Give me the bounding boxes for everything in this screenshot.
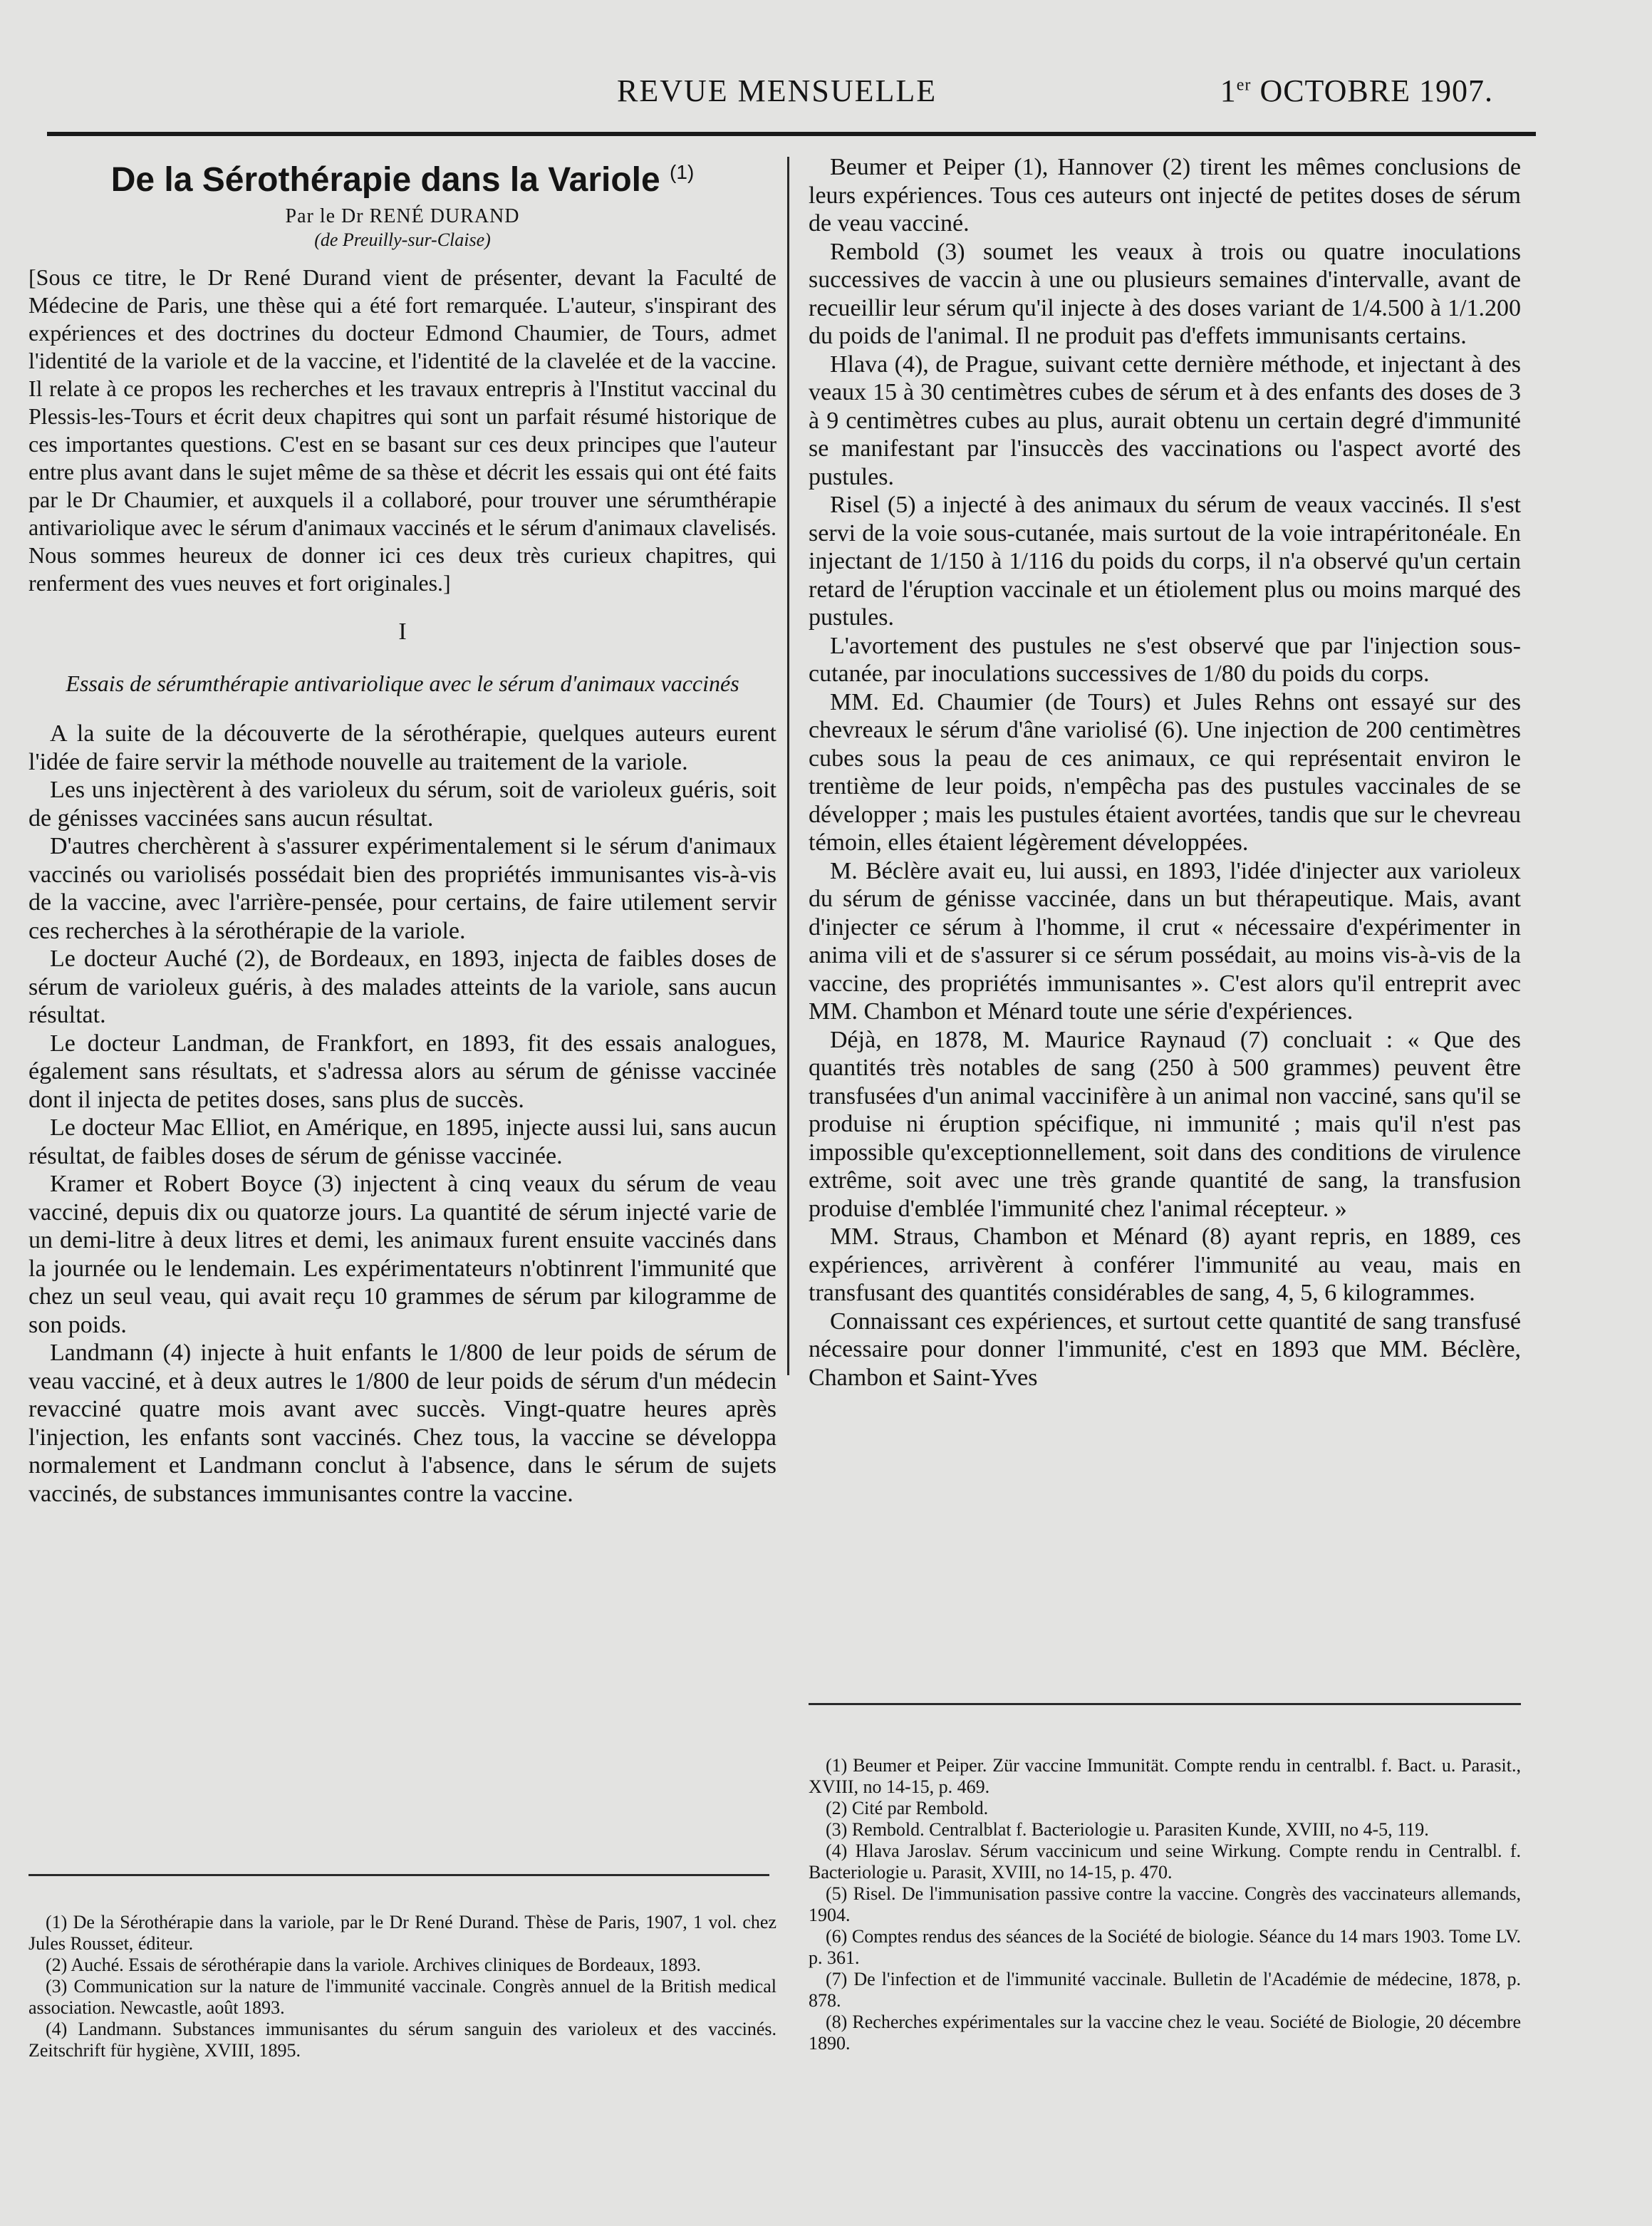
footnote-list-left	[28, 1912, 776, 2061]
body-paragraph: MM. Ed. Chaumier (de Tours) et Jules Rehns ont essayé sur des chevreaux le sérum d'âne variolisé (6). Une injection de 200 centimètres cubes sous la peau de ces animaux, ce qui représentait environ le trentième de leur poids, n'empêcha pas des pustules vaccinales de se développer ; mais les pustules étaient avortées, tandis que sur le chevreau témoin, elles étaient légèrement développées.	[809, 688, 1521, 856]
footnote: (4) Hlava Jaroslav. Sérum vaccinicum und seine Wirkung. Compte rendu in Centralbl. f. Bacteriologie u. Parasit, XVIII, no 14-15, p. 470.	[809, 1841, 1521, 1883]
page-header	[47, 68, 1536, 111]
body-paragraph: Les uns injectèrent à des varioleux du sérum, soit de varioleux guéris, soit de génisses vaccinées sans aucun résultat.	[28, 777, 776, 832]
article-origin: (de Preuilly-sur-Claise)	[314, 229, 491, 250]
body-paragraph: A la suite de la découverte de la sérothérapie, quelques auteurs eurent l'idée de faire servir la méthode nouvelle au traitement de la variole.	[28, 720, 776, 775]
body-paragraph: Le docteur Landman, de Frankfort, en 1893, fit des essais analogues, également sans résultats, et s'adressa alors au sérum de génisse vaccinée dont il injecta de petites doses, sans plus de succès.	[28, 1030, 776, 1113]
footnote: (3) Communication sur la nature de l'immunité vaccinale. Congrès annuel de la British medical association. Newcastle, août 1893.	[28, 1976, 776, 2018]
footnote: (8) Recherches expérimentales sur la vaccine chez le veau. Société de Biologie, 20 décembre 1890.	[809, 2012, 1521, 2054]
footnote: (4) Landmann. Substances immunisantes du sérum sanguin des varioleux et des vaccinés. Zeitschrift für hygiène, XVIII, 1895.	[28, 2019, 776, 2061]
footnote-rule	[28, 1874, 769, 1876]
article-byline: Par le Dr RENÉ DURAND	[285, 205, 520, 227]
body-paragraph: Le docteur Mac Elliot, en Amérique, en 1895, injecte aussi lui, sans aucun résultat, de faibles doses de sérum de génisse vaccinée.	[28, 1114, 776, 1169]
left-body	[28, 720, 776, 1508]
body-paragraph: Hlava (4), de Prague, suivant cette dernière méthode, et injectant à des veaux 15 à 30 centimètres cubes de sérum et à des enfants des doses de 3 à 9 centimètres cubes au plus, aurait obtenu un certain degré d'immunité se manifestant par l'insuccès des vaccinations ou l'aspect avorté des pustules.	[809, 351, 1521, 490]
body-paragraph: Kramer et Robert Boyce (3) injectent à cinq veaux du sérum de veau vacciné, depuis dix ou quatorze jours. La quantité de sérum injecté varie de un demi-litre à deux litres et demi, les animaux furent ensuite vaccinés dans la journée ou le lendemain. Les expérimentateurs n'obtinrent l'immunité que chez un seul veau, qui avait reçu 10 grammes de sérum par kilogramme de son poids.	[28, 1171, 776, 1338]
issue-date-month-year: OCTOBRE 1907.	[1251, 73, 1493, 108]
body-paragraph: M. Béclère avait eu, lui aussi, en 1893, l'idée d'injecter aux varioleux du sérum de génisse vaccinée, dans un but thérapeutique. Mais, avant d'injecter ce sérum à l'homme, il crut « nécessaire d'expérimenter in anima vili et de s'assurer si ce sérum possédait, au moins vis-à-vis de la vaccine, des propriétés immunisantes ». C'est alors qu'il entreprit avec MM. Chambon et Ménard toute une série d'expériences.	[809, 857, 1521, 1025]
body-paragraph: Beumer et Peiper (1), Hannover (2) tirent les mêmes conclusions de leurs expériences. Tous ces auteurs ont injecté de petites doses de sérum de veau vacciné.	[809, 154, 1521, 237]
body-paragraph: Le docteur Auché (2), de Bordeaux, en 1893, injecta de faibles doses de sérum de varioleux guéris, à des malades atteints de la variole, sans aucun résultat.	[28, 946, 776, 1028]
article-title-note: (1)	[670, 161, 695, 183]
issue-date-ordinal: er	[1236, 76, 1252, 95]
footnote: (7) De l'infection et de l'immunité vaccinale. Bulletin de l'Académie de médecine, 1878, p. 878.	[809, 1969, 1521, 2011]
body-paragraph: Risel (5) a injecté à des animaux du sérum de veaux vaccinés. Il s'est servi de la voie sous-cutanée, mais surtout de la voie intrapéritonéale. En injectant de 1/150 à 1/116 du poids du corps, il n'a observé qu'un certain retard de l'éruption vaccinale et un étiolement plus ou moins marqué des pustules.	[809, 492, 1521, 631]
footnote-list-right	[809, 1755, 1521, 2054]
body-paragraph: D'autres cherchèrent à s'assurer expérimentalement si le sérum d'animaux vaccinés ou variolisés possédait bien des propriétés immunisantes vis-à-vis de la vaccine, avec l'arrière-pensée, pour certains, de faire utilement servir ces recherches à la sérothérapie de la variole.	[28, 833, 776, 944]
header-rule	[47, 132, 1536, 136]
footnote: (1) Beumer et Peiper. Zür vaccine Immunität. Compte rendu in centralbl. f. Bact. u. Parasit., XVIII, no 14-15, p. 469.	[809, 1755, 1521, 1797]
footnote: (2) Cité par Rembold.	[826, 1798, 989, 1818]
footnote-rule	[809, 1703, 1521, 1705]
article-title	[28, 160, 776, 200]
body-paragraph: Connaissant ces expériences, et surtout cette quantité de sang transfusé nécessaire pour donner l'immunité, c'est en 1893 que MM. Béclère, Chambon et Saint-Yves	[809, 1308, 1521, 1391]
footnote: (5) Risel. De l'immunisation passive contre la vaccine. Congrès des vaccinateurs allemands, 1904.	[809, 1883, 1521, 1925]
issue-date-day: 1	[1220, 73, 1237, 108]
footnote: (2) Auché. Essais de sérothérapie dans la variole. Archives cliniques de Bordeaux, 1893.	[46, 1955, 701, 1975]
right-body	[809, 153, 1521, 1392]
body-paragraph: MM. Straus, Chambon et Ménard (8) ayant repris, en 1889, ces expériences, arrivèrent à conférer l'immunité au veau, mais en transfusant des quantités considérables de sang, 4, 5, 6 kilogrammes.	[809, 1223, 1521, 1306]
article-title-text: De la Sérothérapie dans la Variole	[110, 161, 660, 199]
footnote: (1) De la Sérothérapie dans la variole, par le Dr René Durand. Thèse de Paris, 1907, 1 vol. chez Jules Rousset, éditeur.	[28, 1912, 776, 1954]
body-paragraph: Déjà, en 1878, M. Maurice Raynaud (7) concluait : « Que des quantités très notables de sang (250 à 500 grammes) peuvent être transfusées d'un animal vaccinifère à un animal non vacciné, sans qu'il se produise ni éruption spécifique, ni immunité ; mais qu'il n'est pas impossible qu'exceptionnellement, soit dans des conditions de virulence extrême, soit avec une très grande quantité de sang, la transfusion produise d'emblée l'immunité chez l'animal récepteur. »	[809, 1026, 1521, 1222]
footnote: (6) Comptes rendus des séances de la Société de biologie. Séance du 14 mars 1903. Tome LV. p. 361.	[809, 1926, 1521, 1968]
footnotes-left	[28, 1874, 776, 2061]
column-divider	[787, 157, 789, 1375]
footnote: (3) Rembold. Centralblat f. Bacteriologie u. Parasiten Kunde, XVIII, no 4-5, 119.	[826, 1819, 1429, 1840]
body-paragraph: Rembold (3) soumet les veaux à trois ou quatre inoculations successives de vaccin à une ou plusieurs semaines d'intervalle, avant de recueillir leur sérum qu'il injecte à des doses variant de 1/4.500 à 1/1.200 du poids de l'animal. Il ne produit pas d'effets immunisants certains.	[809, 238, 1521, 349]
editorial-intro: [Sous ce titre, le Dr René Durand vient de présenter, devant la Faculté de Médecine de Paris, une thèse qui a été fort remarquée. L'auteur, s'inspirant des expériences et des doctrines du docteur Edmond Chaumier, de Tours, admet l'identité de la variole et de la vaccine, et l'identité de la clavelée et de la vaccine. Il relate à ce propos les recherches et les travaux entrepris à l'Institut vaccinal du Plessis-les-Tours et écrit deux chapitres qui sont un parfait résumé historique de ces importantes questions. C'est en se basant sur ces deux principes que l'auteur entre plus avant dans le sujet même de sa thèse et décrit les essais qui ont été faits par le Dr Chaumier, et auxquels il a collaboré, pour trouver une sérumthérapie antivariolique avec le sérum d'animaux vaccinés et le sérum d'animaux clavelisés. Nous sommes heureux de donner ici ces deux très curieux chapitres, qui renferment des vues neuves et fort originales.]	[28, 264, 776, 596]
footnotes-right	[809, 1703, 1521, 2054]
issue-date	[1220, 73, 1493, 109]
journal-title: REVUE MENSUELLE	[617, 73, 937, 108]
section-title: Essais de sérumthérapie antivariolique avec le sérum d'animaux vaccinés	[66, 671, 739, 696]
body-paragraph: L'avortement des pustules ne s'est observé que par l'injection sous-cutanée, par inoculations successives de 1/80 du poids du corps.	[809, 632, 1521, 687]
body-paragraph: Landmann (4) injecte à huit enfants le 1/800 de leur poids de sérum de veau vacciné, et à deux autres le 1/800 de leur poids de sérum d'un médecin revacciné quatre mois avant avec succès. Vingt-quatre heures après l'injection, les enfants sont vaccinés. Chez tous, la vaccine se développa normalement et Landmann conclut à l'absence, dans le sérum de sujets vaccinés, de substances immunisantes contre la vaccine.	[28, 1340, 776, 1507]
section-number: I	[398, 618, 407, 645]
